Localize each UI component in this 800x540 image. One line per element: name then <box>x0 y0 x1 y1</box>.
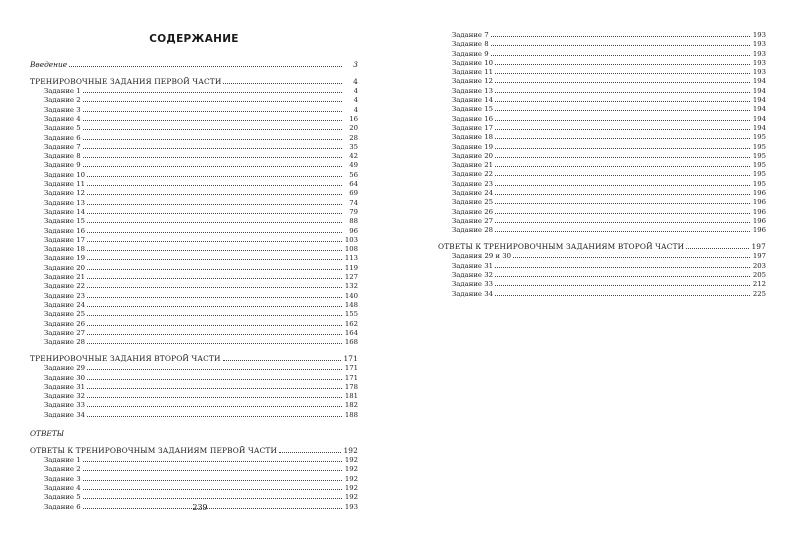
dot-leader <box>87 319 342 326</box>
toc-entry <box>30 151 358 160</box>
toc-heading <box>30 77 358 86</box>
toc-entry-page: 69 <box>349 189 358 198</box>
toc-entry-page: 188 <box>344 410 358 419</box>
toc-entry-label: Задание 4 <box>44 483 81 492</box>
toc-entry-page: 64 <box>349 180 358 189</box>
dot-leader <box>87 244 342 251</box>
toc-entry-label: ОТВЕТЫ К ТРЕНИРОВОЧНЫМ ЗАДАНИЯМ ВТОРОЙ ЧАСТИ <box>438 242 685 252</box>
dot-leader <box>87 281 342 288</box>
dot-leader <box>495 279 750 286</box>
toc-entry <box>30 300 358 309</box>
toc-entry <box>438 225 766 234</box>
toc-entry-page: 162 <box>344 319 358 328</box>
toc-entry <box>30 391 358 400</box>
toc-entry-page: 168 <box>344 338 358 347</box>
toc-entry-label: Задание 28 <box>452 226 493 235</box>
toc-heading <box>438 242 766 251</box>
dot-leader <box>87 300 342 307</box>
toc-entry-page: 196 <box>752 216 766 225</box>
toc-entry <box>438 67 766 76</box>
toc-entry-page: 171 <box>344 373 358 382</box>
dot-leader <box>87 373 342 380</box>
dot-leader <box>87 309 342 316</box>
toc-entry <box>438 39 766 48</box>
toc-entry <box>438 188 766 197</box>
toc-entry-page: 192 <box>344 483 358 492</box>
toc-entry-label: Задание 13 <box>44 198 85 207</box>
right-page <box>400 0 800 540</box>
toc-entry-page: 4 <box>353 96 358 105</box>
toc-entry <box>30 114 358 123</box>
toc-entry-page: 4 <box>353 105 358 114</box>
dot-leader <box>495 95 750 102</box>
dot-leader <box>495 114 750 121</box>
toc-entry <box>30 253 358 262</box>
toc-entry-page: 196 <box>752 207 766 216</box>
toc-entry-label: Задание 8 <box>44 152 81 161</box>
toc-entry-page: 197 <box>752 252 766 261</box>
dot-leader <box>83 133 342 140</box>
dot-leader <box>495 207 750 214</box>
toc-entry-page: 49 <box>349 161 358 170</box>
toc-entry-label: Задание 34 <box>452 289 493 298</box>
dot-leader <box>87 198 342 205</box>
toc-entry-page: 192 <box>344 474 358 483</box>
toc-entry <box>438 207 766 216</box>
dot-leader <box>495 216 750 223</box>
toc-entry <box>30 410 358 419</box>
dot-leader <box>495 197 750 204</box>
toc-entry <box>438 160 766 169</box>
toc-entry <box>438 86 766 95</box>
toc-entry <box>30 216 358 225</box>
toc-entry-page: 113 <box>344 254 358 263</box>
toc-entry-page: 196 <box>752 198 766 207</box>
dot-leader <box>495 225 750 232</box>
toc-entry-page: 192 <box>343 445 358 455</box>
toc-entry-page: 4 <box>353 87 358 96</box>
toc-entry-label: Задание 3 <box>44 105 81 114</box>
toc-entry <box>438 76 766 85</box>
dot-leader <box>87 188 342 195</box>
toc-entry-page: 195 <box>752 179 766 188</box>
toc-entry-page: 74 <box>349 198 358 207</box>
toc-entry-page: 193 <box>344 502 358 511</box>
toc-heading <box>30 354 358 363</box>
toc-entry <box>30 207 358 216</box>
toc-entry <box>438 142 766 151</box>
toc-entry-label: Задание 21 <box>44 273 85 282</box>
page-title: СОДЕРЖАНИЕ <box>149 33 239 45</box>
toc-entry <box>438 104 766 113</box>
toc-entry-page: 155 <box>344 310 358 319</box>
toc-entry <box>438 179 766 188</box>
toc-entry <box>438 197 766 206</box>
toc-heading <box>30 60 358 69</box>
toc-entry <box>30 179 358 188</box>
toc-entry-label: Задание 34 <box>44 410 85 419</box>
toc-entry-page: 108 <box>344 245 358 254</box>
toc-entry-label: Задание 5 <box>44 124 81 133</box>
toc-entry <box>30 263 358 272</box>
toc-entry-label: Задание 16 <box>44 226 85 235</box>
toc-entry-page: 140 <box>344 291 358 300</box>
dot-leader <box>87 272 342 279</box>
toc-entry-page: 96 <box>349 226 358 235</box>
toc-entry <box>438 289 766 298</box>
toc-entry-page: 16 <box>349 114 358 123</box>
toc-entry-page: 195 <box>752 161 766 170</box>
toc-entry <box>30 160 358 169</box>
toc-entry <box>438 49 766 58</box>
toc-entry <box>438 95 766 104</box>
toc-entry-label: Задание 9 <box>44 161 81 170</box>
toc-entry-page: 195 <box>752 133 766 142</box>
dot-leader <box>491 39 750 46</box>
toc-entry <box>438 279 766 288</box>
toc-entry-label: Задание 18 <box>452 133 493 142</box>
toc-entry-label: Задание 10 <box>452 58 493 67</box>
toc-entry-page: 35 <box>349 142 358 151</box>
toc-entry-page: 164 <box>344 328 358 337</box>
dot-leader <box>495 142 750 149</box>
dot-leader <box>87 253 342 260</box>
toc-entry-label: Задания 29 и 30 <box>452 252 511 261</box>
toc-entry-page: 28 <box>349 133 358 142</box>
toc-entry-label: Задание 19 <box>44 254 85 263</box>
dot-leader <box>495 179 750 186</box>
dot-leader <box>495 104 750 111</box>
dot-leader <box>491 30 750 37</box>
dot-leader <box>83 114 342 121</box>
toc-entry <box>30 272 358 281</box>
toc-entry-label: Задание 7 <box>452 31 489 39</box>
dot-leader <box>83 474 342 481</box>
toc-entry-label: Задание 7 <box>44 142 81 151</box>
toc-entry <box>30 373 358 382</box>
toc-entry-page: 212 <box>752 280 766 289</box>
dot-leader <box>83 492 342 499</box>
dot-leader <box>495 86 750 93</box>
dot-leader <box>223 77 342 84</box>
toc-entry <box>30 95 358 104</box>
toc-entry <box>438 58 766 67</box>
toc-entry-label: Задание 25 <box>44 310 85 319</box>
toc-entry-page: 103 <box>344 235 358 244</box>
dot-leader <box>87 400 342 407</box>
toc-entry-label: Задание 15 <box>452 105 493 114</box>
toc-entry-label: Задание 6 <box>44 502 81 511</box>
toc-entry-page: 195 <box>752 151 766 160</box>
toc-entry <box>30 226 358 235</box>
toc-entry <box>30 86 358 95</box>
toc-entry-label: Задание 14 <box>44 207 85 216</box>
toc-entry-page: 88 <box>349 217 358 226</box>
toc-entry-page: 195 <box>752 142 766 151</box>
toc-entry-label: Задание 31 <box>452 261 493 270</box>
toc-entry-label: Введение <box>30 60 68 69</box>
toc-entry-page: 119 <box>344 263 358 272</box>
toc-entry-label: Задание 26 <box>44 319 85 328</box>
dot-leader <box>87 226 342 233</box>
dot-leader <box>513 251 750 258</box>
dot-leader <box>83 95 342 102</box>
toc-entry-page: 56 <box>349 170 358 179</box>
toc-entry-label: Задание 14 <box>452 96 493 105</box>
toc-entry <box>438 270 766 279</box>
toc-list-left <box>30 60 358 511</box>
dot-leader <box>495 67 750 74</box>
dot-leader <box>83 123 342 130</box>
toc-entry-label: Задание 5 <box>44 493 81 502</box>
toc-entry-label: Задание 22 <box>44 282 85 291</box>
dot-leader <box>87 382 342 389</box>
toc-entry-label: Задание 1 <box>44 456 81 465</box>
toc-entry-page: 148 <box>344 300 358 309</box>
toc-entry-page: 194 <box>752 105 766 114</box>
dot-leader <box>87 291 342 298</box>
toc-entry <box>30 105 358 114</box>
toc-entry-page: 193 <box>752 40 766 49</box>
toc-entry <box>30 188 358 197</box>
toc-entry <box>30 309 358 318</box>
toc-entry <box>30 483 358 492</box>
dot-leader <box>87 391 342 398</box>
toc-entry <box>438 251 766 260</box>
toc-entry-label: Задание 3 <box>44 474 81 483</box>
toc-entry-page: 192 <box>344 493 358 502</box>
toc-entry-page: 171 <box>344 364 358 373</box>
dot-leader <box>495 76 750 83</box>
toc-entry-label: Задание 32 <box>44 392 85 401</box>
toc-entry-label: Задание 11 <box>452 68 493 77</box>
toc-entry-page: 79 <box>349 207 358 216</box>
toc-entry-label: Задание 6 <box>44 133 81 142</box>
dot-leader <box>87 207 342 214</box>
dot-leader <box>495 289 750 296</box>
dot-leader <box>495 188 750 195</box>
dot-leader <box>495 132 750 139</box>
toc-entry <box>30 291 358 300</box>
toc-entry-page: 193 <box>752 31 766 39</box>
toc-list-right <box>438 30 766 298</box>
toc-entry-page: 194 <box>752 86 766 95</box>
toc-entry-label: ОТВЕТЫ К ТРЕНИРОВОЧНЫМ ЗАДАНИЯМ ПЕРВОЙ ЧАСТИ <box>30 445 278 455</box>
toc-entry-page: 178 <box>344 382 358 391</box>
toc-entry <box>438 123 766 132</box>
toc-entry-page: 182 <box>344 401 358 410</box>
toc-entry <box>30 400 358 409</box>
toc-entry-label: Задание 2 <box>44 465 81 474</box>
dot-leader <box>495 160 750 167</box>
toc-entry <box>30 363 358 372</box>
toc-entry-label: Задание 13 <box>452 86 493 95</box>
dot-leader <box>686 242 749 249</box>
toc-entry-label: Задание 21 <box>452 161 493 170</box>
toc-entry-page: 194 <box>752 77 766 86</box>
toc-entry-label: Задание 9 <box>452 49 489 58</box>
toc-entry-page: 193 <box>752 58 766 67</box>
toc-entry <box>438 216 766 225</box>
dot-leader <box>87 337 342 344</box>
dot-leader <box>83 464 342 471</box>
toc-entry <box>30 198 358 207</box>
toc-entry-label: Задание 31 <box>44 382 85 391</box>
toc-entry-label: Задание 18 <box>44 245 85 254</box>
toc-entry <box>30 123 358 132</box>
toc-entry-label: Задание 23 <box>44 291 85 300</box>
dot-leader <box>83 142 342 149</box>
toc-entry-page: 192 <box>344 456 358 465</box>
dot-leader <box>491 49 750 56</box>
toc-entry-label: Задание 25 <box>452 198 493 207</box>
toc-entry-page: 196 <box>752 189 766 198</box>
dot-leader <box>495 261 750 268</box>
toc-entry <box>30 281 358 290</box>
toc-entry-page: 4 <box>353 76 358 86</box>
toc-entry <box>30 474 358 483</box>
toc-entry-label: Задание 33 <box>44 401 85 410</box>
toc-entry <box>30 464 358 473</box>
toc-entry-label: Задание 11 <box>44 180 85 189</box>
toc-entry-label: Задание 22 <box>452 170 493 179</box>
toc-entry <box>438 169 766 178</box>
toc-entry-page: 127 <box>344 273 358 282</box>
dot-leader <box>87 179 342 186</box>
dot-leader <box>83 151 342 158</box>
toc-entry-label: Задание 17 <box>452 123 493 132</box>
dot-leader <box>69 60 342 67</box>
toc-entry-page: 192 <box>344 465 358 474</box>
toc-entry-label: Задание 1 <box>44 87 81 96</box>
toc-entry <box>30 170 358 179</box>
toc-entry <box>30 133 358 142</box>
toc-entry-page: 203 <box>752 261 766 270</box>
toc-entry-label: Задание 23 <box>452 179 493 188</box>
toc-entry-label: Задание 2 <box>44 96 81 105</box>
toc-entry <box>30 455 358 464</box>
toc-entry-page: 181 <box>344 392 358 401</box>
dot-leader <box>83 455 342 462</box>
dot-leader <box>83 160 342 167</box>
dot-leader <box>87 328 342 335</box>
toc-entry <box>438 30 766 39</box>
toc-entry <box>30 492 358 501</box>
toc-entry-label: Задание 19 <box>452 142 493 151</box>
toc-entry-label: Задание 30 <box>44 373 85 382</box>
page-number: 239 <box>192 503 208 512</box>
dot-leader <box>87 235 342 242</box>
toc-entry <box>30 235 358 244</box>
toc-entry-page: 194 <box>752 96 766 105</box>
toc-entry-label: Задание 12 <box>44 189 85 198</box>
toc-entry-label: Задание 29 <box>44 364 85 373</box>
dot-leader <box>495 169 750 176</box>
toc-entry-page: 196 <box>752 226 766 235</box>
toc-entry-label: Задание 16 <box>452 114 493 123</box>
toc-entry-page: 3 <box>353 60 358 69</box>
toc-entry-label: Задание 15 <box>44 217 85 226</box>
toc-entry-label: Задание 27 <box>44 328 85 337</box>
toc-entry-page: 171 <box>343 353 358 363</box>
toc-entry <box>438 114 766 123</box>
toc-entry-label: ТРЕНИРОВОЧНЫЕ ЗАДАНИЯ ПЕРВОЙ ЧАСТИ <box>30 76 222 86</box>
toc-entry-label: Задание 4 <box>44 114 81 123</box>
toc-entry-page: 195 <box>752 170 766 179</box>
toc-entry <box>438 261 766 270</box>
dot-leader <box>83 105 342 112</box>
toc-entry <box>30 319 358 328</box>
toc-entry <box>30 337 358 346</box>
toc-entry-label: Задание 10 <box>44 170 85 179</box>
toc-entry-page: 225 <box>752 289 766 298</box>
toc-entry-label: Задание 20 <box>44 263 85 272</box>
toc-entry-label: Задание 24 <box>452 189 493 198</box>
toc-entry-page: 194 <box>752 123 766 132</box>
toc-entry-label: Задание 26 <box>452 207 493 216</box>
dot-leader <box>495 270 750 277</box>
dot-leader <box>87 363 342 370</box>
toc-entry-page: 42 <box>349 152 358 161</box>
toc-entry-label: Задание 8 <box>452 40 489 49</box>
toc-entry-label: Задание 20 <box>452 151 493 160</box>
toc-entry-label: ОТВЕТЫ <box>30 428 65 438</box>
toc-heading <box>30 429 358 438</box>
dot-leader <box>87 263 342 270</box>
toc-entry-label: Задание 27 <box>452 216 493 225</box>
dot-leader <box>495 123 750 130</box>
toc-entry <box>438 132 766 141</box>
toc-entry-page: 205 <box>752 270 766 279</box>
toc-entry-page: 193 <box>752 68 766 77</box>
toc-entry-label: Задание 32 <box>452 270 493 279</box>
toc-entry-label: Задание 33 <box>452 280 493 289</box>
toc-entry <box>30 328 358 337</box>
toc-entry <box>30 382 358 391</box>
dot-leader <box>279 446 341 453</box>
dot-leader <box>223 354 342 361</box>
toc-entry-page: 193 <box>752 49 766 58</box>
toc-entry-label: Задание 12 <box>452 77 493 86</box>
dot-leader <box>495 58 750 65</box>
toc-entry <box>438 151 766 160</box>
toc-entry-page: 194 <box>752 114 766 123</box>
toc-entry-page: 197 <box>751 242 766 252</box>
toc-entry-label: ТРЕНИРОВОЧНЫЕ ЗАДАНИЯ ВТОРОЙ ЧАСТИ <box>30 353 221 363</box>
dot-leader <box>83 86 342 93</box>
toc-entry-label: Задание 24 <box>44 300 85 309</box>
toc-entry-page: 132 <box>344 282 358 291</box>
toc-entry-label: Задание 28 <box>44 338 85 347</box>
dot-leader <box>83 483 342 490</box>
toc-entry-page: 20 <box>349 124 358 133</box>
toc-entry-label: Задание 17 <box>44 235 85 244</box>
toc-entry <box>30 244 358 253</box>
toc-entry <box>30 142 358 151</box>
toc-heading <box>30 446 358 455</box>
dot-leader <box>87 216 342 223</box>
dot-leader <box>87 170 342 177</box>
dot-leader <box>495 151 750 158</box>
dot-leader <box>87 410 342 417</box>
